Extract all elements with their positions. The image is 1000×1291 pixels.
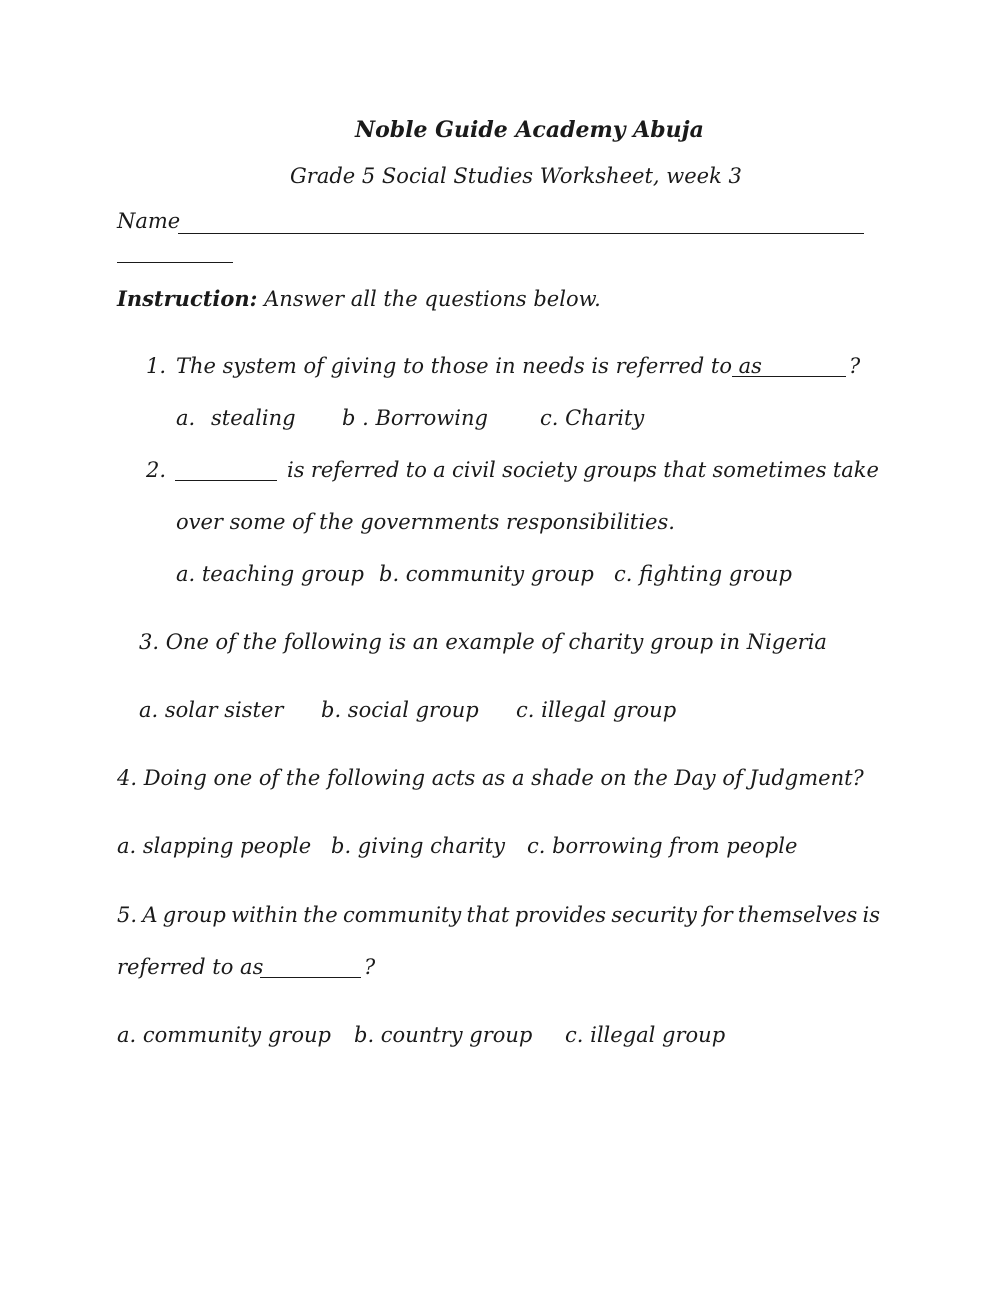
question-5-answer-blank[interactable] [260,977,361,978]
instruction-label: Instruction: [117,286,258,311]
word: is [287,458,305,482]
question-1-answer-blank[interactable] [732,376,846,377]
question-4-text: 4. Doing one of the following acts as a shade on the Day of Judgment? [117,766,864,790]
name-label: Name [117,209,181,233]
word: 5. [117,903,138,927]
instruction [117,288,601,310]
name-blank-line[interactable] [178,233,864,234]
word: take [832,458,879,482]
question-1-number: 1. [146,354,167,378]
question-3-text: 3. One of the following is an example of charity group in Nigeria [139,630,827,654]
q1-option-a[interactable]: stealing [211,406,296,430]
word: sometimes [712,458,827,482]
q1-option-c[interactable]: c. Charity [540,406,645,430]
q4-option-c[interactable]: c. borrowing from people [527,834,798,858]
word: within [231,903,299,927]
instruction-text: Answer all the questions below. [264,287,601,311]
word: civil [452,458,496,482]
q5-option-a[interactable]: a. community group [117,1023,331,1047]
word: the [303,903,338,927]
word: that [663,458,707,482]
worksheet-subtitle: Grade 5 Social Studies Worksheet, week 3 [290,164,742,188]
q3-option-c[interactable]: c. illegal group [516,698,677,722]
question-5-text-line1 [117,905,880,926]
question-5-text-line2: referred to as [117,955,264,979]
word: A [142,903,158,927]
q1-option-b[interactable]: b . Borrowing [342,406,488,430]
word: a [433,458,446,482]
word: themselves [737,903,858,927]
word: provides [514,903,607,927]
q4-option-b[interactable]: b. giving charity [331,834,506,858]
question-5-end: ? [364,955,376,979]
question-2-text-line1 [287,460,879,481]
question-2-number: 2. [146,458,167,482]
word: group [162,903,226,927]
word: referred [310,458,400,482]
question-2-text-line2: over some of the governments responsibilities. [176,510,675,534]
word: to [405,458,427,482]
question-2-answer-blank[interactable] [175,480,277,481]
word: community [342,903,462,927]
q2-option-c[interactable]: c. fighting group [614,562,792,586]
q5-option-c[interactable]: c. illegal group [565,1023,726,1047]
name-blank-line-continued[interactable] [117,262,233,263]
school-title: Noble Guide Academy Abuja [355,117,704,143]
q5-option-b[interactable]: b. country group [354,1023,533,1047]
q2-option-b[interactable]: b. community group [379,562,594,586]
q3-option-a[interactable]: a. solar sister [139,698,284,722]
word: that [466,903,510,927]
word: security [611,903,697,927]
question-1-text: The system of giving to those in needs is referred to as [176,354,762,378]
question-1-end: ? [849,354,861,378]
word: for [702,903,733,927]
q2-option-a[interactable]: a. teaching group [176,562,364,586]
q4-option-a[interactable]: a. slapping people [117,834,312,858]
q3-option-b[interactable]: b. social group [321,698,479,722]
word: society [502,458,577,482]
q1-option-a-letter: a. [176,406,196,430]
word: is [862,903,880,927]
word: groups [583,458,657,482]
